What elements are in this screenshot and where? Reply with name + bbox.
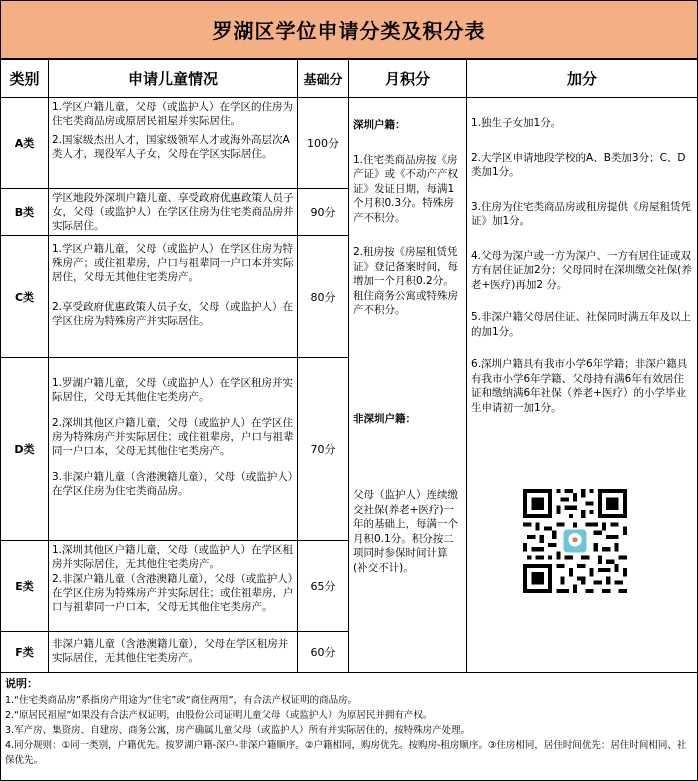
score-d: 70分 — [297, 357, 349, 541]
bonus-item-5: 5.非深户籍父母居住证、社保同时满五年及以上的加1分。 — [471, 311, 692, 338]
category-d: D类 — [0, 357, 49, 541]
situation-e-item-2: 2.非深户籍儿童（含港澳籍儿童），父母（或监护人）在学区住房为特殊房产并实际居住；或住祖辈房，户口与祖辈同一户口本，父母无其他住宅类房产。 — [52, 573, 294, 613]
situation-d-item-1: 1.罗湖户籍儿童，父母（或监护人）在学区租房并实际居住，父母无其他住宅类房产。 — [52, 377, 294, 403]
situation-e — [48, 540, 298, 632]
monthly-nonsz-item: 父母（监护人）连续缴交社保(养老+医疗)一年的基础上，每满一个月积0.1分。积分按二项同时参保时间计算(补交不计)。 — [353, 489, 458, 574]
header-monthly-score: 月积分 — [348, 59, 467, 98]
situation-f — [48, 631, 298, 673]
situation-c-item-2: 2.享受政府优惠政策人员子女，父母（或监护人）在学区住房为特殊房产并实际居住。 — [52, 301, 294, 327]
monthly-sz-heading: 深圳户籍： — [353, 119, 406, 131]
bonus-item-1: 1.独生子女加1分。 — [471, 117, 562, 129]
header-bonus: 加分 — [466, 59, 698, 98]
situation-a-item-2: 2.国家级杰出人才，国家级领军人才或海外高层次A类人才，现役军人子女，父母在学区实际居住。 — [52, 134, 290, 160]
bonus-item-3: 3.住房为住宅类商品房或租房提供《房屋租赁凭证》加1分。 — [471, 200, 692, 227]
bonus-item-2: 2.大学区申请地段学校的A、B类加3分；C、D类加1分。 — [471, 151, 686, 178]
category-e: E类 — [0, 540, 49, 632]
header-base-score: 基础分 — [297, 59, 349, 98]
page-title: 罗湖区学位申请分类及积分表 — [0, 0, 698, 59]
category-c: C类 — [0, 235, 49, 358]
situation-c — [48, 235, 298, 358]
score-b: 90分 — [297, 188, 349, 236]
bonus-item-4: 4.父母为深户或一方为深户、一方有居住证或双方有居住证加2分；父母同时在深圳缴交社保(养老+医疗)再加2 分。 — [471, 249, 692, 291]
score-c: 80分 — [297, 235, 349, 358]
situation-a-item-1: 1.学区户籍儿童，父母（或监护人）在学区的住房为住宅类商品房或原居民祖屋并实际居住。 — [52, 101, 294, 127]
bonus-item-6: 6.深圳户籍具有我市小学6年学籍；非深户籍具有我市小学6年学籍、父母持有满6年有效居住证和缴纳满6年社保（养老+医疗）的小学毕业生申请初一加1分。 — [471, 358, 688, 414]
situation-d — [48, 357, 298, 541]
note-1: 1.“住宅类商品房”系指房产用途为“住宅”或“商住两用”，有合法产权证明的商品房。 — [5, 695, 358, 706]
situation-a — [48, 97, 298, 189]
situation-c-item-1: 1.学区户籍儿童，父母（或监护人）在学区住房为特殊房产；或住祖辈房，户口与祖辈同一户口本并实际居住，父母无其他住宅类房产。 — [52, 243, 294, 283]
situation-f-item-1: 非深户籍儿童（含港澳籍儿童），父母在学区租房并实际居住，无其他住宅类房产。 — [52, 638, 289, 664]
category-b: B类 — [0, 188, 49, 236]
category-f: F类 — [0, 631, 49, 673]
header-category: 类别 — [0, 59, 49, 98]
situation-b — [48, 188, 298, 236]
monthly-sz-item-1: 1.住宅类商品房按《房产证》或《不动产产权证》发证日期，每满1个月积0.3分。特殊房产不积分。 — [353, 153, 458, 224]
note-3: 3.军产房、集资房、自建房、商务公寓，房产确属儿童父母（或监护人）所有并实际居住的，按特殊房产处理。 — [5, 725, 471, 736]
category-a: A类 — [0, 97, 49, 189]
situation-d-item-3: 3.非深户籍儿童（含港澳籍儿童），父母（或监护人）在学区住房为住宅类商品房。 — [52, 471, 294, 497]
note-4: 4.同分规则：①同一类别，户籍优先。按罗湖户籍-深户-非深户籍顺序。②户籍相同，购房优先。按购房-租房顺序。③住房相同，居住时间优先：居住时间相同、社保优先。 — [5, 740, 687, 766]
situation-d-item-2: 2.深圳其他区户籍儿童，父母（或监护人）在学区住房为特殊房产并实际居住；或住祖辈房，户口与祖辈同一户口本，父母无其他住宅类房产。 — [52, 417, 294, 457]
monthly-score-column — [348, 97, 467, 673]
note-2: 2.“原居民祖屋”如果没有合法产权证明，由股份公司证明儿童父母（或监护人）为原居民并拥有产权。 — [5, 710, 433, 721]
qr-code — [523, 489, 627, 593]
header-situation: 申请儿童情况 — [48, 59, 298, 98]
notes-heading: 说明： — [5, 677, 38, 690]
notes-section — [0, 672, 698, 781]
score-f: 60分 — [297, 631, 349, 673]
score-e: 65分 — [297, 540, 349, 632]
score-a: 100分 — [297, 97, 349, 189]
monthly-nonsz-heading: 非深圳户籍： — [353, 412, 416, 425]
monthly-sz-item-2: 2.租房按《房屋租赁凭证》登记备案时间，每增加一个月积0.2分。租住商务公寓或特殊房产不积分。 — [353, 246, 458, 316]
situation-b-item-1: 学区地段外深圳户籍儿童、享受政府优惠政策人员子女，父母（或监护人）在学区住房为住宅类商品房并实际居住。 — [52, 192, 294, 232]
situation-e-item-1: 1.深圳其他区户籍儿童，父母（或监护人）在学区租房并实际居住，无其他住宅类房产。 — [52, 544, 294, 570]
